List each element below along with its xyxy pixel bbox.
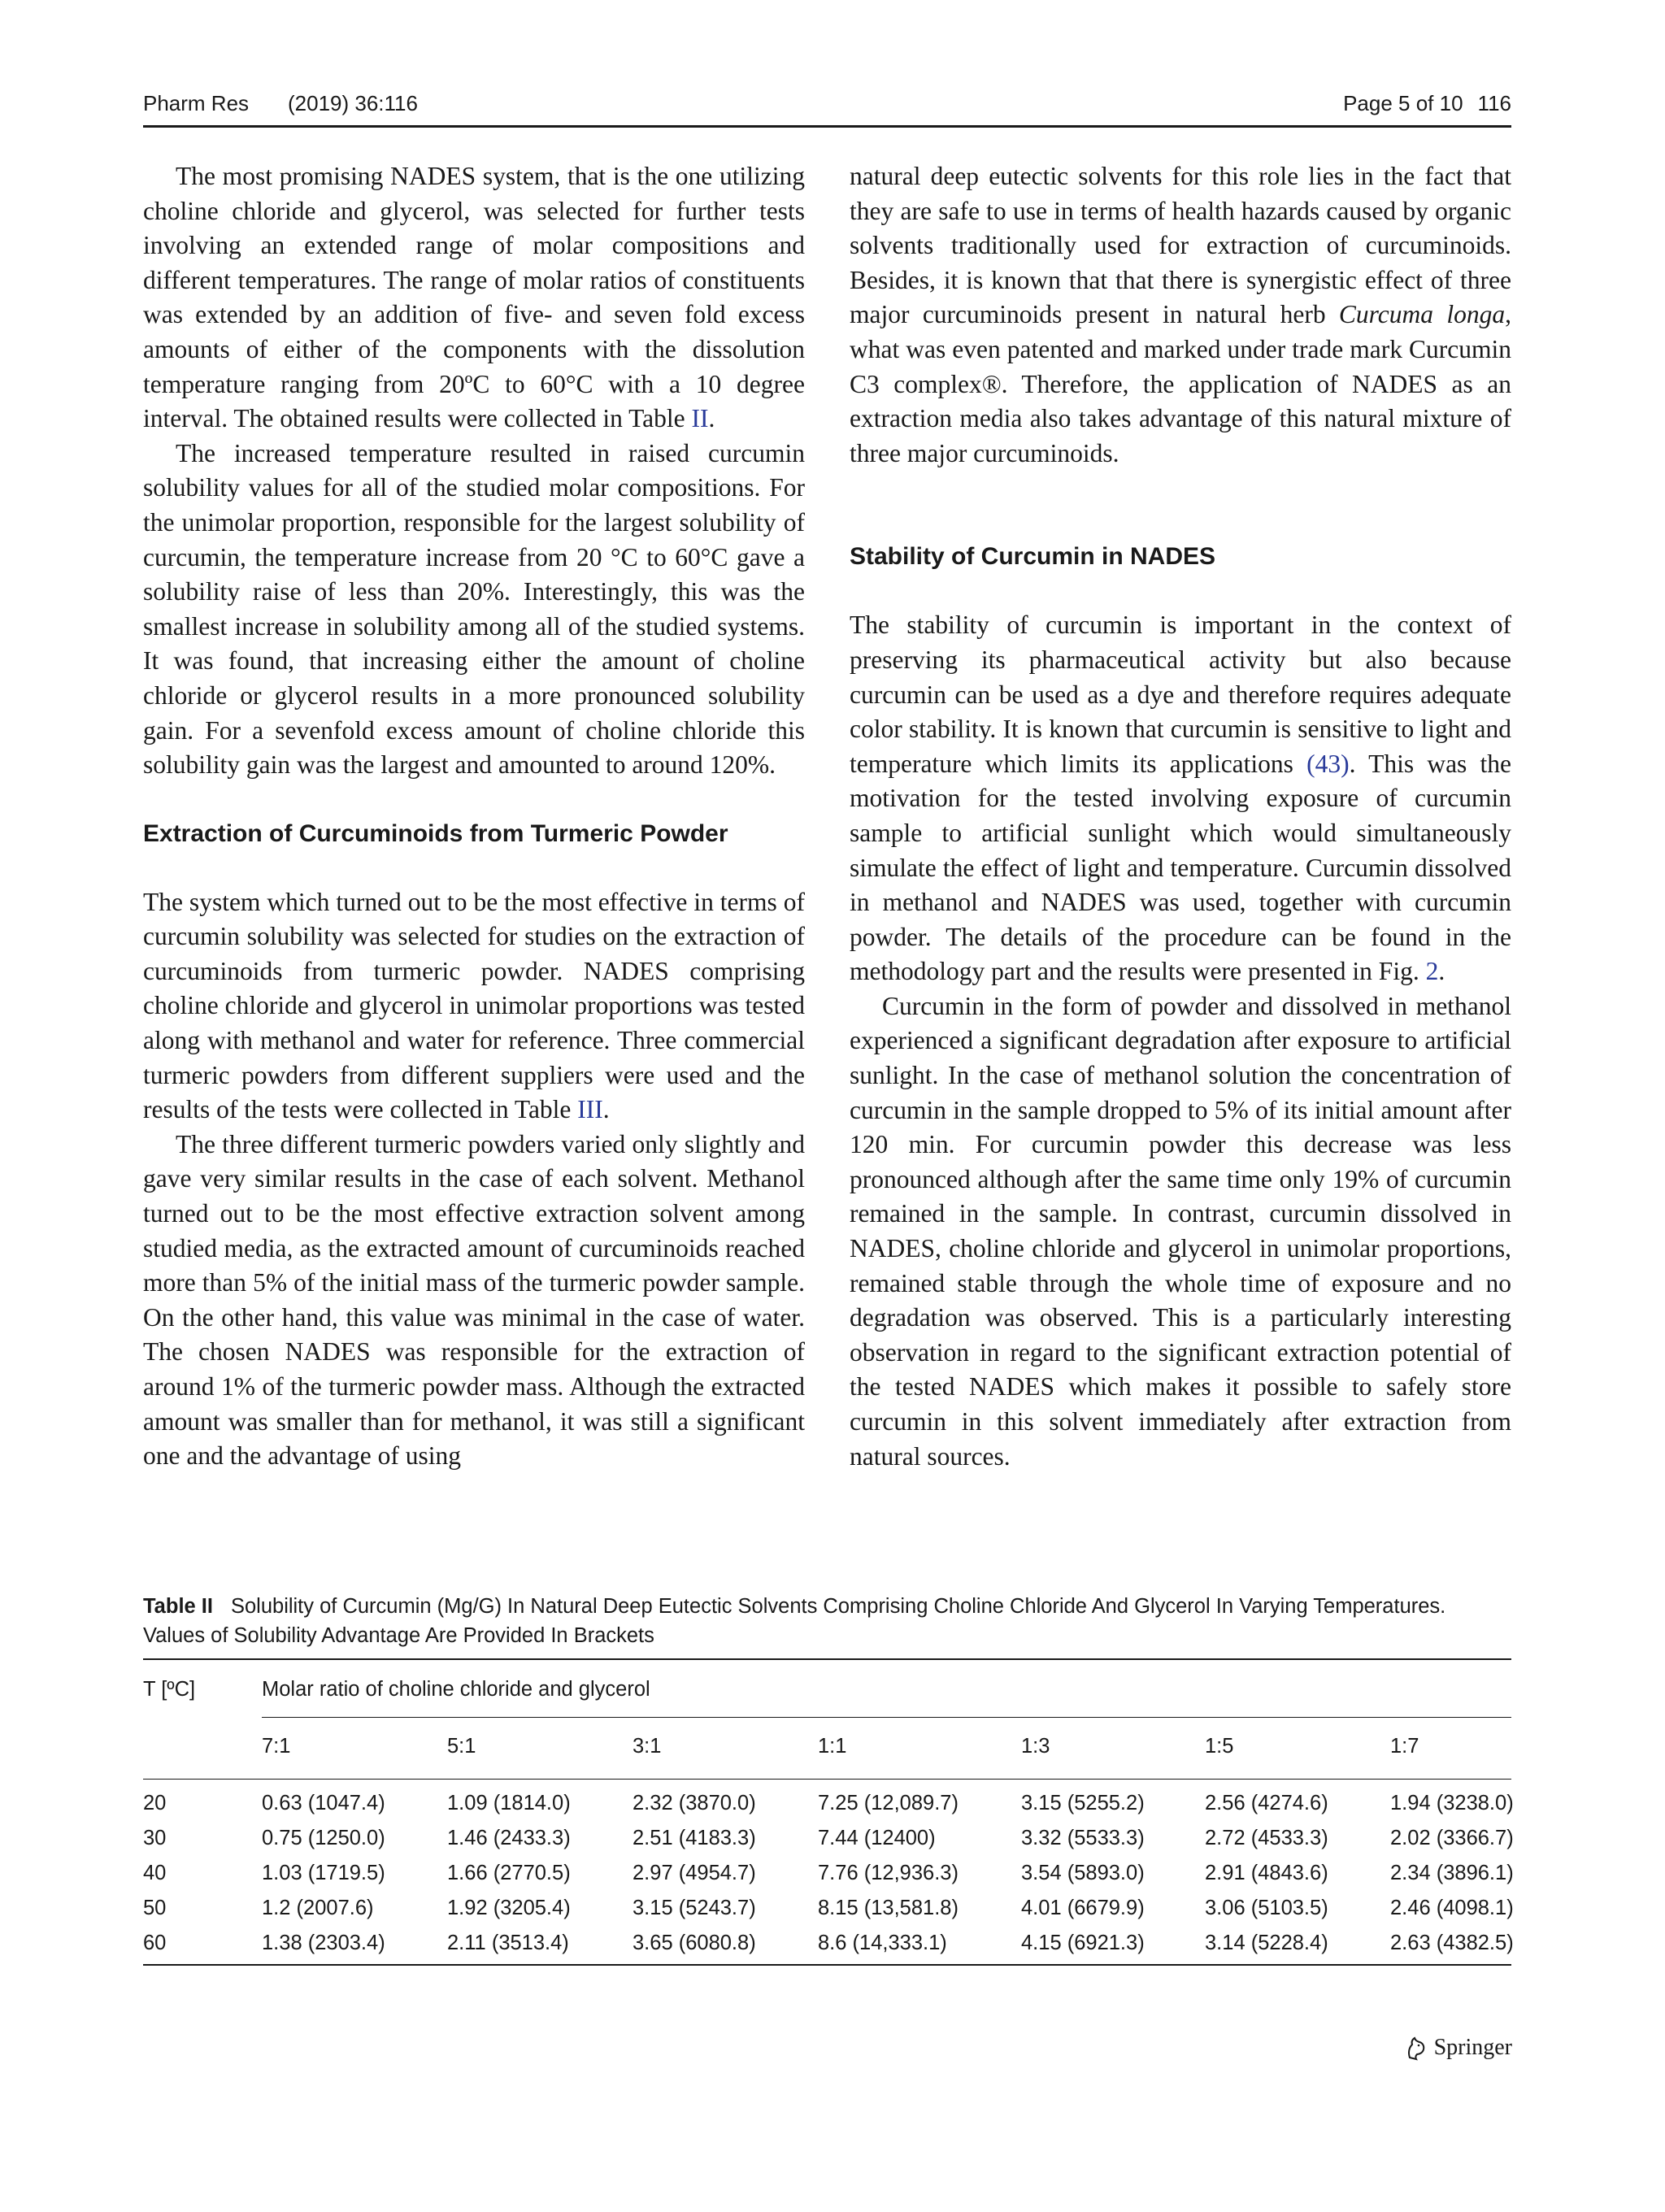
table-block — [143, 1592, 1514, 1966]
paragraph — [143, 885, 805, 1128]
page-label: Page 5 of 10 — [1343, 91, 1463, 115]
figure-ref-link[interactable]: 2 — [1425, 957, 1439, 986]
paragraph: The three different turmeric powders varied only slightly and gave very similar results in the case of each solvent. Methanol turned out to be the most effective extraction solvent among studied media, as the extracted amount of curcuminoids reached more than 5% of the initial mass of the turmeric powder sample. On the other hand, this value was minimal in the case of water. The chosen NADES was responsible for the extraction of around 1% of the turmeric powder mass. Although the extracted amount was smaller than for methanol, it was still a significant one and the advantage of using — [143, 1129, 805, 1471]
temperature-cell: 60 — [143, 1932, 167, 1954]
species-name: Curcuma longa — [1338, 300, 1506, 329]
column-header-ratio: 1:5 — [1205, 1735, 1234, 1758]
paragraph-end: . — [1438, 957, 1445, 986]
section-heading: Stability of Curcumin in NADES — [850, 543, 1216, 571]
solubility-cell: 2.34 (3896.1) — [1390, 1862, 1514, 1884]
solubility-cell: 3.32 (5533.3) — [1021, 1827, 1145, 1849]
citation-ref-link[interactable]: (43) — [1306, 749, 1350, 778]
paragraph — [850, 608, 1511, 989]
solubility-table — [143, 1658, 1514, 1966]
springer-horse-icon — [1403, 2035, 1428, 2061]
solubility-cell: 1.2 (2007.6) — [262, 1897, 374, 1919]
solubility-cell: 4.15 (6921.3) — [1021, 1932, 1145, 1954]
solubility-cell: 2.51 (4183.3) — [633, 1827, 756, 1849]
running-header — [143, 88, 1511, 128]
paragraph-text: . This was the motivation for the tested involving exposure of curcumin sample to artificial sunlight which would simultaneously simulate the effect of light and temperature. Curcumin dissolved in methanol and NADES was used, together with curcumin powder. The details of the procedure can be found in the methodology part and the results were presented in Fig. — [850, 749, 1511, 986]
solubility-cell: 0.63 (1047.4) — [262, 1792, 385, 1814]
solubility-cell: 3.06 (5103.5) — [1205, 1897, 1328, 1919]
temperature-cell: 40 — [143, 1862, 167, 1884]
solubility-cell: 2.02 (3366.7) — [1390, 1827, 1514, 1849]
column-header-ratio: 3:1 — [633, 1735, 662, 1758]
paragraph-text: The most promising NADES system, that is the one utilizing choline chloride and glycerol, was selected for further tests involving an extended range of molar compositions and different temperatures. The range of molar ratios of constituents was extended by an addition of five- and seven fold excess amounts of either of the components with the dissolution temperature ranging from 20ºC to 60°C with a 10 degree interval. The obtained results were collected in Table — [143, 162, 805, 433]
solubility-cell: 1.03 (1719.5) — [262, 1862, 385, 1884]
column-header-molar-ratio: Molar ratio of choline chloride and glycerol — [262, 1678, 650, 1701]
table-row — [143, 1827, 1514, 1854]
column-header-row — [143, 1735, 1511, 1762]
solubility-cell: 3.15 (5255.2) — [1021, 1792, 1145, 1814]
header-divider — [143, 1779, 1511, 1780]
publisher-logo — [1403, 2035, 1512, 2061]
column-header-ratio: 1:1 — [818, 1735, 847, 1758]
table-caption — [143, 1592, 1511, 1650]
temperature-cell: 20 — [143, 1792, 167, 1814]
solubility-cell: 2.63 (4382.5) — [1390, 1932, 1514, 1954]
table-ref-link[interactable]: III — [577, 1095, 603, 1124]
table-label: Table II — [143, 1595, 213, 1618]
solubility-cell: 2.72 (4533.3) — [1205, 1827, 1328, 1849]
table-row — [143, 1862, 1514, 1889]
column-header-temperature: T [ºC] — [143, 1678, 196, 1701]
solubility-cell: 1.94 (3238.0) — [1390, 1792, 1514, 1814]
temperature-cell: 50 — [143, 1897, 167, 1919]
column-header-ratio: 1:3 — [1021, 1735, 1050, 1758]
column-header-ratio: 1:7 — [1390, 1735, 1419, 1758]
solubility-cell: 8.15 (13,581.8) — [818, 1897, 959, 1919]
page-info — [1328, 91, 1511, 116]
paragraph-text: , what was even patented and marked under trade mark Curcumin C3 complex®. Therefore, the application of NADES as an extraction media also takes advantage of this natural mixture of three major curcuminoids. — [850, 300, 1511, 467]
solubility-cell: 4.01 (6679.9) — [1021, 1897, 1145, 1919]
section-heading: Extraction of Curcuminoids from Turmeric Powder — [143, 819, 728, 847]
solubility-cell: 3.54 (5893.0) — [1021, 1862, 1145, 1884]
header-divider — [262, 1717, 1511, 1718]
solubility-cell: 2.32 (3870.0) — [633, 1792, 756, 1814]
solubility-cell: 2.11 (3513.4) — [447, 1932, 569, 1954]
article-number: 116 — [1477, 91, 1511, 115]
paragraph-text: natural deep eutectic solvents for this role lies in the fact that they are safe to use in terms of health hazards caused by organic solvents traditionally used for extraction of curcuminoids. Besides, it is known that that there is synergistic effect of three major curcuminoids present in natural herb — [850, 162, 1511, 329]
solubility-cell: 3.65 (6080.8) — [633, 1932, 756, 1954]
solubility-cell: 3.15 (5243.7) — [633, 1897, 756, 1919]
paragraph-end: . — [708, 404, 715, 433]
column-header-ratio: 7:1 — [262, 1735, 291, 1758]
temperature-cell: 30 — [143, 1827, 167, 1849]
paragraph-text: The stability of curcumin is important in the context of preserving its pharmaceutical activity but also because curcumin can be used as a dye and therefore requires adequate color stability. It is known that curcumin is sensitive to light and temperature which limits its applications — [850, 611, 1511, 778]
solubility-cell: 2.56 (4274.6) — [1205, 1792, 1328, 1814]
paragraph: The increased temperature resulted in raised curcumin solubility values for all of the studied molar compositions. For the unimolar proportion, responsible for the largest solubility of curcumin, the temperature increase from 20 °C to 60°C gave a solubility raise of less than 20%. Interestingly, this was the smallest increase in solubility among all of the studied systems. It was found, that increasing either the amount of choline chloride or glycerol results in a more pronounced solubility gain. For a sevenfold excess amount of choline chloride this solubility gain was the largest and amounted to around 120%. — [143, 438, 805, 780]
right-column — [850, 159, 1511, 1474]
paragraph-text: The system which turned out to be the most effective in terms of curcumin solubility was selected for studies on the extraction of curcuminoids from turmeric powder. NADES comprising choline chloride and glycerol in unimolar proportions was tested along with methanol and water for reference. Three commercial turmeric powders from different suppliers were used and the results of the tests were collected in Table — [143, 887, 805, 1124]
solubility-cell: 2.97 (4954.7) — [633, 1862, 756, 1884]
solubility-cell: 7.25 (12,089.7) — [818, 1792, 959, 1814]
table-ref-link[interactable]: II — [691, 404, 709, 433]
publisher-name: Springer — [1433, 2035, 1512, 2060]
solubility-cell: 3.14 (5228.4) — [1205, 1932, 1328, 1954]
left-column — [143, 159, 805, 1474]
solubility-cell: 1.09 (1814.0) — [447, 1792, 571, 1814]
solubility-cell: 1.38 (2303.4) — [262, 1932, 385, 1954]
solubility-cell: 2.91 (4843.6) — [1205, 1862, 1328, 1884]
paragraph — [143, 159, 805, 437]
journal-issue: (2019) 36:116 — [288, 91, 418, 115]
paragraph-end: . — [602, 1095, 610, 1124]
solubility-cell: 1.92 (3205.4) — [447, 1897, 571, 1919]
table-row — [143, 1792, 1514, 1819]
paragraph — [850, 159, 1511, 471]
table-row — [143, 1897, 1514, 1924]
solubility-cell: 7.44 (12400) — [818, 1827, 936, 1849]
solubility-cell: 1.46 (2433.3) — [447, 1827, 571, 1849]
solubility-cell: 8.6 (14,333.1) — [818, 1932, 947, 1954]
solubility-cell: 0.75 (1250.0) — [262, 1827, 385, 1849]
solubility-cell: 1.66 (2770.5) — [447, 1862, 571, 1884]
column-header-ratio: 5:1 — [447, 1735, 476, 1758]
table-caption-text: Solubility of Curcumin (Mg/G) In Natural Deep Eutectic Solvents Comprising Choline Chloride And Glycerol In Varying Temperatures. Values of Solubility Advantage Are Provided In Brackets — [143, 1595, 1446, 1647]
solubility-cell: 2.46 (4098.1) — [1390, 1897, 1514, 1919]
table-row — [143, 1932, 1514, 1959]
paragraph: Curcumin in the form of powder and dissolved in methanol experienced a significant degradation after exposure to artificial sunlight. In the case of methanol solution the concentration of curcumin in the sample dropped to 5% of its initial amount after 120 min. For curcumin powder this decrease was less pronounced although after the same time only 19% of curcumin remained in the sample. In contrast, curcumin dissolved in NADES, choline chloride and glycerol in unimolar proportions, remained stable through the whole time of exposure and no degradation was observed. This is a particularly interesting observation in regard to the significant extraction potential of the tested NADES which makes it possible to safely store curcumin in this solvent immediately after extraction from natural sources. — [850, 991, 1511, 1471]
solubility-cell: 7.76 (12,936.3) — [818, 1862, 959, 1884]
journal-name: Pharm Res — [143, 91, 250, 115]
